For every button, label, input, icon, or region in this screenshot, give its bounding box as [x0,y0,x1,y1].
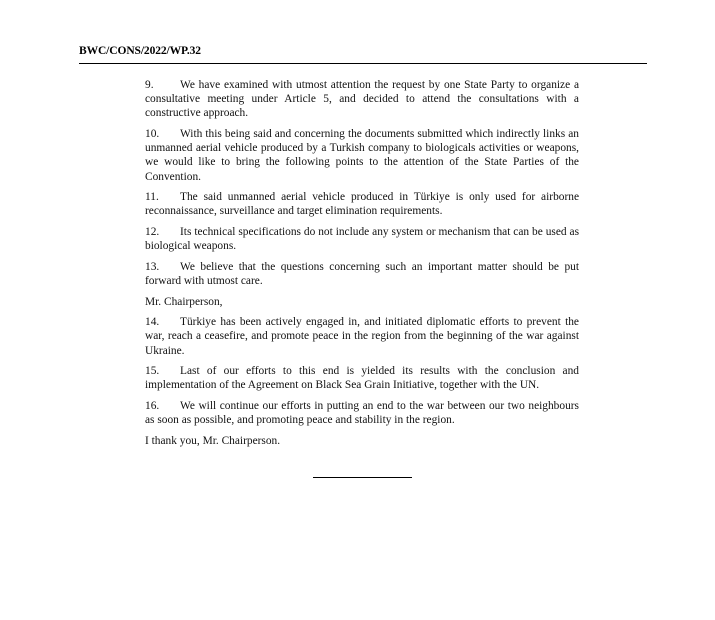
paragraph-number: 9. [145,79,154,91]
paragraph-16 [145,399,579,427]
paragraph-number: 15. [145,365,160,378]
document-symbol: BWC/CONS/2022/WP.32 [79,45,201,57]
paragraph-13 [145,260,579,288]
end-of-document-rule [313,477,412,478]
paragraph-text: We have examined with utmost attention the request by one State Party to organize a consultative meeting under Article 5, and decided to attend the consultations with a constructive approach. [145,79,579,120]
paragraph-14 [145,315,579,358]
closing-line: I thank you, Mr. Chairperson. [145,434,281,447]
paragraph-9 [145,78,579,121]
paragraph-text: Türkiye has been actively engaged in, and initiated diplomatic efforts to prevent the war, reach a ceasefire, and promote peace in the region from the beginning of the war against Ukraine. [145,316,579,357]
paragraph-number: 10. [145,128,160,140]
paragraph-text: We will continue our efforts in putting an end to the war between our two neighbours as soon as possible, and promoting peace and stability in the region. [145,399,579,427]
document-body [145,78,579,454]
paragraph-text: With this being said and concerning the documents submitted which indirectly links an unmanned aerial vehicle produced by a Turkish company to biologicals activities or weapons, we would like to bring the following points to the attention of the State Parties of the Convention. [145,128,579,183]
paragraph-text: Last of our efforts to this end is yielded its results with the conclusion and implementation of the Agreement on Black Sea Grain Initiative, together with the UN. [145,365,579,392]
paragraph-10 [145,127,579,184]
paragraph-12 [145,225,579,253]
paragraph-number: 11. [145,191,159,204]
paragraph-number: 12. [145,226,160,238]
paragraph-number: 16. [145,399,160,412]
document-header [79,44,647,64]
paragraph-number: 14. [145,316,160,329]
paragraph-number: 13. [145,260,160,273]
paragraph-text: We believe that the questions concerning such an important matter should be put forward with utmost care. [145,260,579,287]
paragraph-text: Its technical specifications do not include any system or mechanism that can be used as biological weapons. [145,226,579,253]
salutation: Mr. Chairperson, [145,295,223,308]
paragraph-11 [145,190,579,218]
paragraph-15 [145,364,579,392]
paragraph-text: The said unmanned aerial vehicle produced in Türkiye is only used for airborne reconnaissance, surveillance and target elimination requirements. [145,191,579,218]
